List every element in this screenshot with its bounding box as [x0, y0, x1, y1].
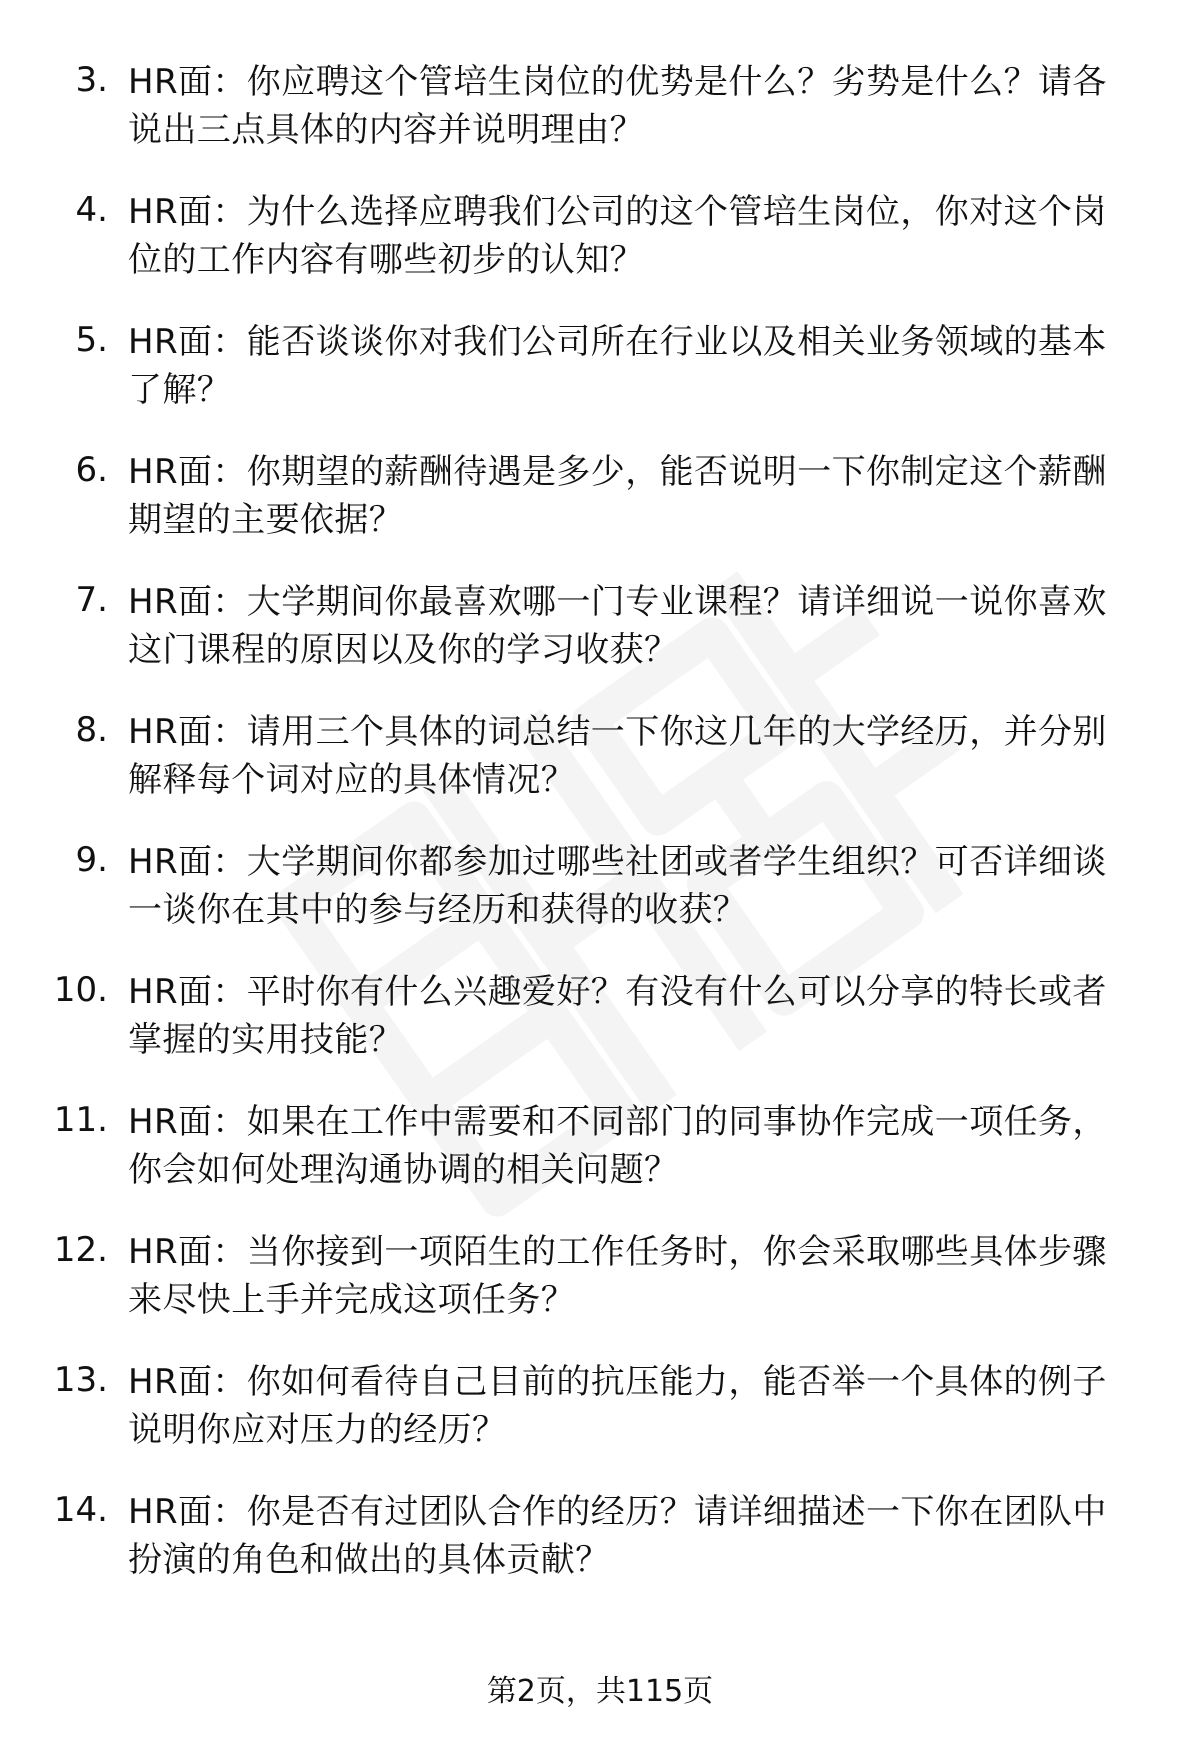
question-line: HR面：你应聘这个管培生岗位的优势是什么？劣势是什么？请各: [128, 62, 1107, 102]
question-list: [0, 58, 1200, 1618]
question-line: 期望的主要依据？: [128, 500, 404, 540]
question-number: 6.: [75, 450, 108, 490]
question-text: [128, 58, 1168, 154]
question-text: [128, 188, 1168, 284]
question-item-12: [0, 1228, 1200, 1358]
question-line: HR面：能否谈谈你对我们公司所在行业以及相关业务领域的基本: [128, 322, 1107, 362]
question-item-4: [0, 188, 1200, 318]
question-number: 3.: [75, 60, 108, 100]
question-text: [128, 1098, 1168, 1194]
question-line: 位的工作内容有哪些初步的认知？: [128, 240, 644, 280]
question-line: 来尽快上手并完成这项任务？: [128, 1280, 576, 1320]
question-line: HR面：你如何看待自己目前的抗压能力，能否举一个具体的例子: [128, 1362, 1107, 1402]
question-item-13: [0, 1358, 1200, 1488]
question-line: HR面：大学期间你都参加过哪些社团或者学生组织？可否详细谈: [128, 842, 1107, 882]
question-number: 5.: [75, 320, 108, 360]
question-number: 13.: [53, 1360, 108, 1400]
question-line: 说明你应对压力的经历？: [128, 1410, 507, 1450]
question-line: HR面：请用三个具体的词总结一下你这几年的大学经历，并分别: [128, 712, 1107, 752]
question-text: [128, 318, 1168, 414]
question-text: [128, 578, 1168, 674]
question-line: 解释每个词对应的具体情况？: [128, 760, 576, 800]
question-line: 说出三点具体的内容并说明理由？: [128, 110, 644, 150]
question-number: 14.: [53, 1490, 108, 1530]
question-item-5: [0, 318, 1200, 448]
question-text: [128, 838, 1168, 934]
question-item-7: [0, 578, 1200, 708]
question-number: 7.: [75, 580, 108, 620]
question-item-11: [0, 1098, 1200, 1228]
question-number: 11.: [53, 1100, 108, 1140]
question-line: HR面：如果在工作中需要和不同部门的同事协作完成一项任务，: [128, 1102, 1107, 1142]
question-line: 扮演的角色和做出的具体贡献？: [128, 1540, 610, 1580]
question-text: [128, 1488, 1168, 1584]
question-text: [128, 968, 1168, 1064]
question-line: HR面：平时你有什么兴趣爱好？有没有什么可以分享的特长或者: [128, 972, 1107, 1012]
question-item-8: [0, 708, 1200, 838]
question-line: 了解？: [128, 370, 232, 410]
question-number: 12.: [53, 1230, 108, 1270]
question-text: [128, 1358, 1168, 1454]
question-item-3: [0, 58, 1200, 188]
question-line: 一谈你在其中的参与经历和获得的收获？: [128, 890, 748, 930]
question-item-10: [0, 968, 1200, 1098]
question-line: 掌握的实用技能？: [128, 1020, 404, 1060]
question-number: 4.: [75, 190, 108, 230]
question-text: [128, 1228, 1168, 1324]
question-line: HR面：你期望的薪酬待遇是多少，能否说明一下你制定这个薪酬: [128, 452, 1107, 492]
question-item-14: [0, 1488, 1200, 1618]
question-line: 这门课程的原因以及你的学习收获？: [128, 630, 679, 670]
question-item-9: [0, 838, 1200, 968]
question-text: [128, 448, 1168, 544]
question-number: 9.: [75, 840, 108, 880]
question-number: 10.: [53, 970, 108, 1010]
question-line: HR面：当你接到一项陌生的工作任务时，你会采取哪些具体步骤: [128, 1232, 1107, 1272]
question-number: 8.: [75, 710, 108, 750]
question-line: HR面：为什么选择应聘我们公司的这个管培生岗位，你对这个岗: [128, 192, 1107, 232]
question-item-6: [0, 448, 1200, 578]
question-line: HR面：大学期间你最喜欢哪一门专业课程？请详细说一说你喜欢: [128, 582, 1107, 622]
question-line: HR面：你是否有过团队合作的经历？请详细描述一下你在团队中: [128, 1492, 1107, 1532]
question-text: [128, 708, 1168, 804]
question-line: 你会如何处理沟通协调的相关问题？: [128, 1150, 679, 1190]
page-indicator: 第2页，共115页: [486, 1674, 714, 1709]
